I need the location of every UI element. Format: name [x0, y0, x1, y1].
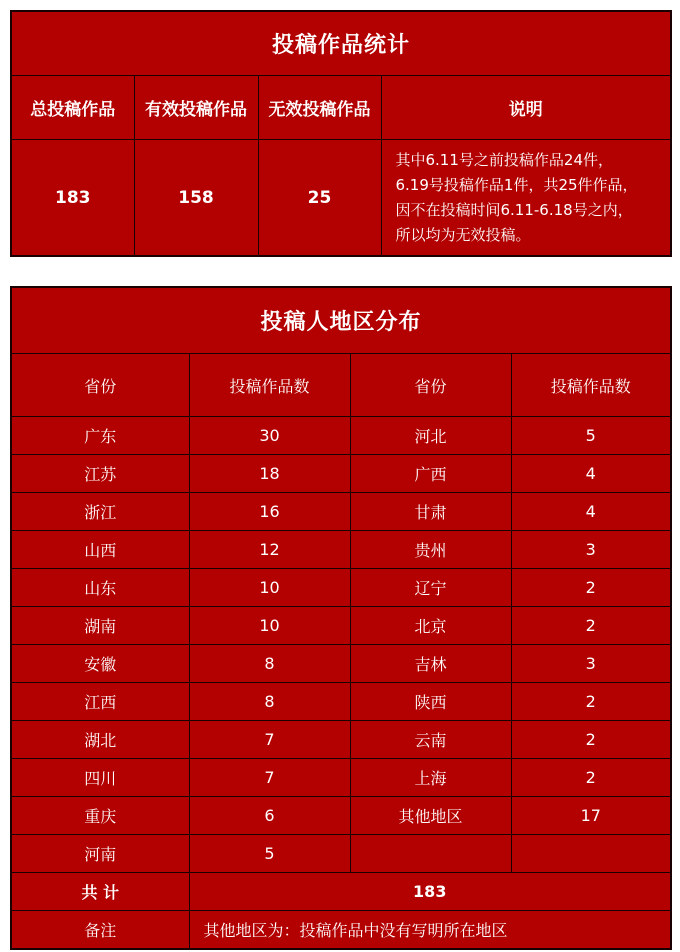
- province-cell: 陕西: [350, 683, 511, 721]
- province-cell: 辽宁: [350, 569, 511, 607]
- total-label: 共 计: [11, 873, 189, 911]
- region-row: [11, 531, 671, 569]
- province-cell: 广东: [11, 417, 189, 455]
- region-row: [11, 797, 671, 835]
- province-cell: 湖北: [11, 721, 189, 759]
- header-count: 投稿作品数: [189, 354, 350, 417]
- count-cell: 4: [511, 455, 671, 493]
- region-row: [11, 759, 671, 797]
- count-cell: 30: [189, 417, 350, 455]
- note-line: 其中6.11号之前投稿作品24件，: [395, 150, 613, 169]
- valid-count: 158: [134, 140, 258, 257]
- note-line: 6.19号投稿作品1件，共25件作品，: [395, 175, 638, 194]
- count-cell: 8: [189, 645, 350, 683]
- submission-stats-table: [10, 10, 672, 257]
- total-value: 183: [189, 873, 671, 911]
- province-cell: 江西: [11, 683, 189, 721]
- stats-header-row: [11, 76, 671, 140]
- header-total: 总投稿作品: [11, 76, 134, 140]
- count-cell: 10: [189, 569, 350, 607]
- region-row: [11, 607, 671, 645]
- province-cell: 北京: [350, 607, 511, 645]
- count-cell: [511, 835, 671, 873]
- count-cell: 7: [189, 721, 350, 759]
- count-cell: 3: [511, 531, 671, 569]
- province-cell: 上海: [350, 759, 511, 797]
- region-row: [11, 569, 671, 607]
- regions-header-row: [11, 354, 671, 417]
- province-cell: 湖南: [11, 607, 189, 645]
- province-cell: [350, 835, 511, 873]
- province-cell: 河南: [11, 835, 189, 873]
- province-cell: 安徽: [11, 645, 189, 683]
- note-line: 因不在投稿时间6.11-6.18号之内，: [395, 200, 633, 219]
- count-cell: 12: [189, 531, 350, 569]
- remark-text: 其他地区为：投稿作品中没有写明所在地区: [189, 911, 671, 950]
- count-cell: 2: [511, 683, 671, 721]
- regions-title: 投稿人地区分布: [11, 287, 671, 354]
- province-cell: 云南: [350, 721, 511, 759]
- header-valid: 有效投稿作品: [134, 76, 258, 140]
- count-cell: 18: [189, 455, 350, 493]
- header-note: 说明: [381, 76, 671, 140]
- province-cell: 贵州: [350, 531, 511, 569]
- remark-row: [11, 911, 671, 950]
- region-distribution-table: [10, 286, 672, 950]
- province-cell: 山西: [11, 531, 189, 569]
- stats-value-row: [11, 140, 671, 257]
- count-cell: 5: [511, 417, 671, 455]
- count-cell: 10: [189, 607, 350, 645]
- province-cell: 重庆: [11, 797, 189, 835]
- note-line: 所以均为无效投稿。: [395, 225, 531, 244]
- province-cell: 吉林: [350, 645, 511, 683]
- remark-label: 备注: [11, 911, 189, 950]
- invalid-count: 25: [258, 140, 381, 257]
- region-row: [11, 721, 671, 759]
- province-cell: 四川: [11, 759, 189, 797]
- region-row: [11, 417, 671, 455]
- total-count: 183: [11, 140, 134, 257]
- region-row: [11, 455, 671, 493]
- region-row: [11, 835, 671, 873]
- note-text: [381, 140, 671, 257]
- header-count: 投稿作品数: [511, 354, 671, 417]
- region-row: [11, 683, 671, 721]
- province-cell: 甘肃: [350, 493, 511, 531]
- count-cell: 16: [189, 493, 350, 531]
- header-province: 省份: [11, 354, 189, 417]
- province-cell: 河北: [350, 417, 511, 455]
- header-invalid: 无效投稿作品: [258, 76, 381, 140]
- count-cell: 8: [189, 683, 350, 721]
- count-cell: 5: [189, 835, 350, 873]
- count-cell: 2: [511, 759, 671, 797]
- count-cell: 2: [511, 607, 671, 645]
- count-cell: 3: [511, 645, 671, 683]
- province-cell: 江苏: [11, 455, 189, 493]
- count-cell: 2: [511, 721, 671, 759]
- province-cell: 浙江: [11, 493, 189, 531]
- total-row: [11, 873, 671, 911]
- region-row: [11, 493, 671, 531]
- count-cell: 4: [511, 493, 671, 531]
- region-rows: [11, 417, 671, 873]
- province-cell: 山东: [11, 569, 189, 607]
- count-cell: 7: [189, 759, 350, 797]
- region-row: [11, 645, 671, 683]
- count-cell: 6: [189, 797, 350, 835]
- province-cell: 其他地区: [350, 797, 511, 835]
- stats-title: 投稿作品统计: [11, 11, 671, 76]
- count-cell: 2: [511, 569, 671, 607]
- province-cell: 广西: [350, 455, 511, 493]
- header-province: 省份: [350, 354, 511, 417]
- count-cell: 17: [511, 797, 671, 835]
